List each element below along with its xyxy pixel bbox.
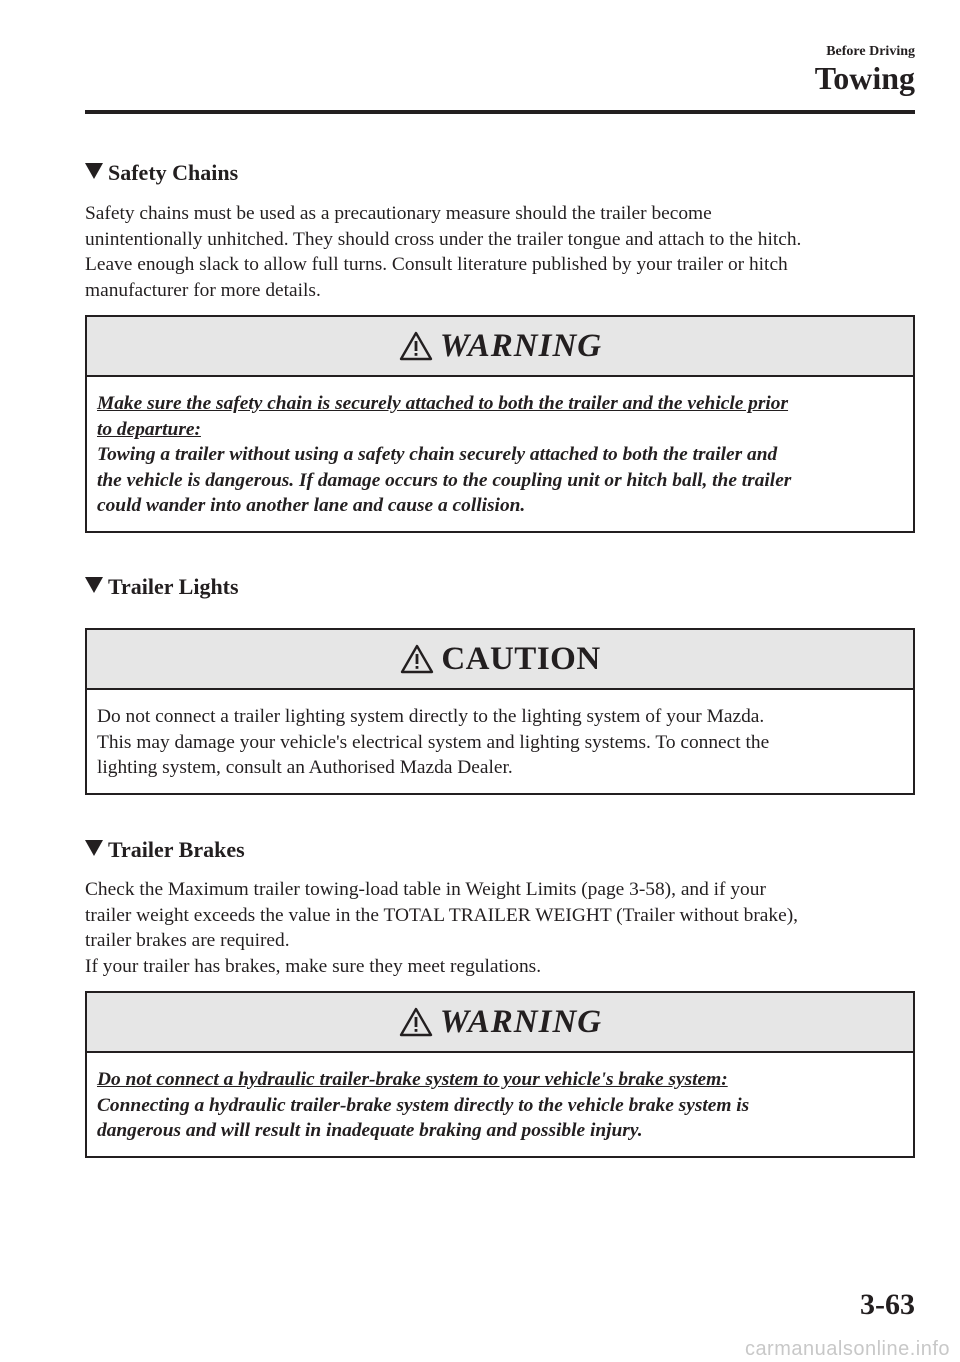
warning-body-line: Connecting a hydraulic trailer-brake system directly to the vehicle brake system is <box>97 1094 750 1116</box>
section-heading-trailer-lights: Trailer Lights <box>85 574 239 600</box>
warning-body <box>87 377 913 531</box>
warning-lead-line: Make sure the safety chain is securely attached to both the trailer and the vehicle prior <box>97 393 789 414</box>
paragraph-line: Leave enough slack to allow full turns. Consult literature published by your trailer or hitch <box>85 254 788 275</box>
warning-label: WARNING <box>439 1003 603 1040</box>
caution-body-line: This may damage your vehicle's electrical system and lighting systems. To connect the <box>97 731 770 753</box>
warning-body-line: dangerous and will result in inadequate braking and possible injury. <box>97 1120 643 1141</box>
page-number: 3-63 <box>860 1288 915 1321</box>
warning-triangle-icon <box>398 1006 434 1038</box>
caution-box-trailer-lights <box>85 628 915 795</box>
warning-body-line: Towing a trailer without using a safety chain securely attached to both the trailer and <box>97 444 778 465</box>
caution-body <box>87 690 913 793</box>
caution-body-line: Do not connect a trailer lighting system directly to the lighting system of your Mazda. <box>97 706 765 727</box>
section-heading-trailer-brakes: Trailer Brakes <box>85 837 245 863</box>
section-heading-safety-chains: Safety Chains <box>85 160 238 186</box>
trailer-brakes-paragraph <box>85 877 925 979</box>
warning-body-line: could wander into another lane and cause a collision. <box>97 495 526 516</box>
warning-header <box>87 317 913 377</box>
warning-lead-line: to departure: <box>97 418 201 440</box>
triangle-bullet-icon <box>85 840 103 856</box>
caution-header <box>87 630 913 690</box>
warning-header <box>87 993 913 1053</box>
paragraph-line: If your trailer has brakes, make sure they meet regulations. <box>85 955 542 977</box>
paragraph-line: Safety chains must be used as a precautionary measure should the trailer become <box>85 203 712 224</box>
warning-label: WARNING <box>439 327 603 364</box>
safety-chains-paragraph <box>85 201 925 303</box>
paragraph-line: unintentionally unhitched. They should cross under the trailer tongue and attach to the hitch. <box>85 228 802 250</box>
triangle-bullet-icon <box>85 163 103 179</box>
paragraph-line: Check the Maximum trailer towing-load table in Weight Limits (page 3-58), and if your <box>85 879 766 900</box>
warning-box-trailer-brakes <box>85 991 915 1158</box>
warning-triangle-icon <box>398 330 434 362</box>
warning-body-line: the vehicle is dangerous. If damage occurs to the coupling unit or hitch ball, the trailer <box>97 469 792 491</box>
triangle-bullet-icon <box>85 577 103 593</box>
paragraph-line: manufacturer for more details. <box>85 279 321 301</box>
page-title: Towing <box>814 60 915 96</box>
warning-box-safety-chain <box>85 315 915 533</box>
warning-triangle-icon <box>399 643 435 675</box>
header-divider <box>85 110 915 114</box>
paragraph-line: trailer brakes are required. <box>85 930 290 951</box>
header-section-label: Before Driving <box>826 44 915 59</box>
paragraph-line: trailer weight exceeds the value in the TOTAL TRAILER WEIGHT (Trailer without brake), <box>85 904 799 926</box>
caution-body-line: lighting system, consult an Authorised Mazda Dealer. <box>97 757 513 778</box>
watermark-text: carmanualsonline.info <box>744 1338 950 1360</box>
caution-label: CAUTION <box>441 640 601 677</box>
warning-lead-line: Do not connect a hydraulic trailer-brake system to your vehicle's brake system: <box>97 1069 728 1090</box>
warning-body <box>87 1053 913 1156</box>
